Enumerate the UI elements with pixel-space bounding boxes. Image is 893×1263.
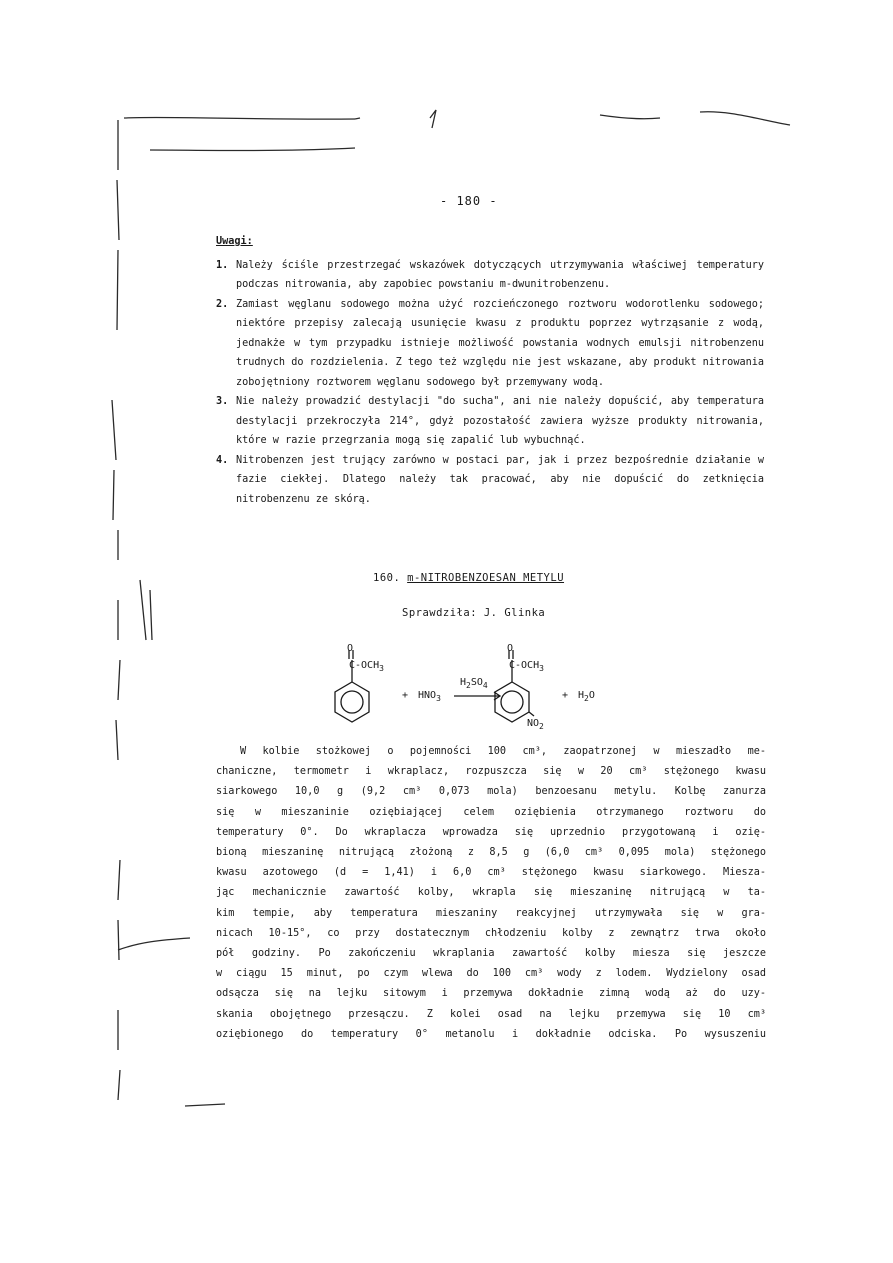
nitro-group: NO (527, 718, 540, 729)
note-item (216, 295, 764, 393)
note-number: 4. (216, 454, 229, 466)
svg-text:NO2: $NO_2$ (527, 718, 544, 731)
procedure-line: W kolbie stożkowej o pojemności 100 cm³, zaopatrzonej w mieszadło me- (240, 746, 766, 757)
procedure-line: bioną mieszaninę nitrującą złożoną z 8,5 g (6,0 cm³ 0,095 mola) stężonego (216, 847, 766, 859)
procedure-line: się w mieszaninie oziębiającej celem oziębienia otrzymanego roztworu do (216, 806, 766, 818)
reaction-scheme (322, 642, 622, 732)
svg-text:C-OCH3: $C-OCH_3$ (349, 660, 384, 673)
note-number: 3. (216, 396, 229, 407)
procedure-line: w ciągu 15 minut, po czym wlewa do 100 cm³ wody z lodem. Wydzielony osad (216, 968, 766, 980)
product-group: C-OCH (509, 660, 540, 671)
benzene-ring-product (495, 682, 529, 722)
benzene-ring-reactant (335, 682, 369, 722)
catalyst-h2so4: H (460, 677, 467, 688)
svg-text:C-OCH3: $C-OCH_3$ (509, 660, 544, 673)
procedure-line: jąc mechanicznie zawartość kolby, wkrapla się mieszaninę nitrującą w ta- (216, 887, 766, 899)
procedure-line: chaniczne, termometr i wkraplacz, rozpuszcza się w 20 cm³ stężonego kwasu (216, 766, 766, 778)
note-text: Zamiast węglanu sodowego można użyć rozcieńczonego roztworu wodorotlenku sodowego; niektóre przepisy zalecają usunięcie kwasu z produktu poprzez wytrząsanie z wodą, jednakże w tym przypadku istnieje możliwość powstania wodnych emulsji nitrobenzenu trudnych do rozdzielenia. Z tego też względu nie jest wskazane, aby produkt nitrowania zobojętniony roztworem węglanu sodowego był przemywany wodą. (236, 298, 764, 388)
page-number: - 180 - (440, 194, 498, 208)
reagent-hno3: HNO (418, 690, 437, 701)
note-item (216, 256, 764, 295)
svg-text:HNO3: $HNO_3$ (418, 690, 441, 703)
plus-sign-2: + (562, 690, 569, 701)
section-heading (373, 572, 564, 584)
carbonyl-oxygen-product: O (507, 643, 514, 654)
procedure-line: pół godziny. Po zakończeniu wkraplania zawartość kolby miesza się jeszcze (216, 948, 766, 960)
plus-sign-1: + (402, 690, 409, 701)
procedure-line: oziębionego do temperatury 0° metanolu i dokładnie odciska. Po wysuszeniu (216, 1028, 766, 1040)
procedure-line: kwasu azotowego (d = 1,41) i 6,0 cm³ stężonego kwasu siarkowego. Miesza- (216, 867, 766, 879)
procedure-line: odsącza się na lejku sitowym i przemywa dokładnie zimną wodą aż do uzy- (216, 988, 766, 1000)
note-number: 1. (216, 259, 229, 271)
svg-text:H2SO4: $H_2SO_4$ (460, 677, 488, 690)
section-number: 160. (373, 572, 401, 584)
note-item (216, 392, 764, 451)
note-number: 2. (216, 298, 229, 310)
procedure-line: temperatury 0°. Do wkraplacza wprowadza się uprzednio przygotowaną i ozię- (216, 826, 766, 838)
note-text: Nitrobenzen jest trujący zarówno w postaci par, jak i przez bezpośrednie działanie w fazie ciekłej. Dlatego należy tak pracować, aby nie dopuścić do zetknięcia nitrobenzenu ze skórą. (236, 454, 764, 505)
notes-title: Uwagi: (216, 236, 253, 247)
procedure-line: siarkowego 10,0 g (9,2 cm³ 0,073 mola) benzoesanu metylu. Kolbę zanurza (216, 786, 766, 798)
section-title: m-NITROBENZOESAN METYLU (407, 572, 565, 584)
reactant-group: C-OCH (349, 660, 380, 671)
notes-section (216, 232, 764, 509)
procedure-paragraph (216, 742, 766, 1045)
verifier-line: Sprawdziła: J. Glinka (402, 607, 546, 619)
byproduct-water: H (578, 690, 585, 701)
note-item (216, 451, 764, 510)
procedure-line: nicach 10-15°, co przy dostatecznym chłodzeniu kolby z zewnątrz trwa około (216, 927, 766, 939)
note-text: Nie należy prowadzić destylacji "do sucha", ani nie należy dopuścić, aby temperatura destylacji przekroczyła 214°, gdyż pozostałość zawiera wyższe produkty nitrowania, które w razie przegrzania mogą się zapalić lub wybuchnąć. (236, 396, 764, 446)
note-text: Należy ściśle przestrzegać wskazówek dotyczących utrzymywania właściwej temperatury podczas nitrowania, aby zapobiec powstaniu m-dwunitrobenzenu. (236, 259, 764, 290)
carbonyl-oxygen-reactant: O (347, 643, 354, 654)
procedure-line: skania obojętnego przesączu. Z kolei osad na lejku przemywa się 10 cm³ (216, 1008, 766, 1020)
procedure-line: kim tempie, aby temperatura mieszaniny reakcyjnej utrzymywała się w gra- (216, 907, 766, 919)
svg-text:H2O: $H_2O$ (578, 690, 595, 703)
